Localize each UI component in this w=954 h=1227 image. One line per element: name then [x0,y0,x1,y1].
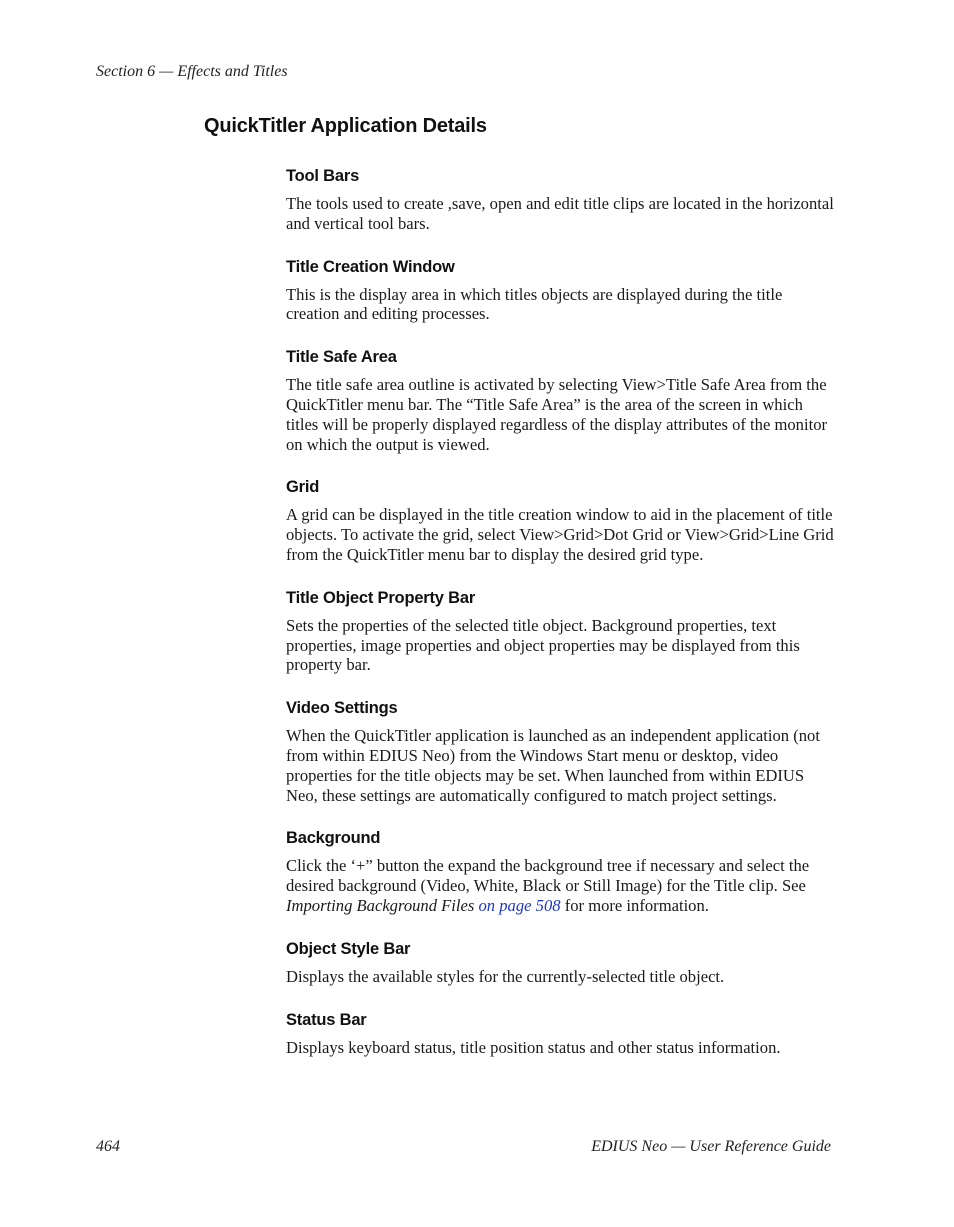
section-body: A grid can be displayed in the title creation window to aid in the placement of title objects. To activate the grid, select View>Grid>Dot Grid or View>Grid>Line Grid from the QuickTitler menu bar to display the desired grid type. [286,505,834,564]
page-title: QuickTitler Application Details [204,115,487,137]
running-header: Section 6 — Effects and Titles [96,63,288,80]
section-heading: Background [286,829,381,848]
section-body: Displays the available styles for the currently-selected title object. [286,966,725,986]
page-reference-link[interactable]: on page 508 [478,895,561,915]
section-body: Sets the properties of the selected title object. Background properties, text properties, image properties and object properties may be displayed from this property bar. [286,615,800,675]
section-body: The tools used to create ,save, open and edit title clips are located in the horizontal and vertical tool bars. [286,194,834,233]
section-title-safe-area [286,347,834,454]
section-heading: Tool Bars [286,167,360,185]
section-title-creation-window [286,257,834,325]
cross-reference-title: Importing Background Files [286,895,475,915]
section-heading: Title Safe Area [286,348,397,367]
section-title-object-property-bar [286,588,834,675]
body-text: for more information. [560,895,709,915]
section-tool-bars [286,166,834,234]
section-heading: Status Bar [286,1010,367,1029]
section-background [286,828,834,915]
body-text: Click the ‘+” button the expand the background tree if necessary and select the desired background (Video, White, Black or Still Image) for the Title clip. See [286,856,810,896]
section-object-style-bar [286,939,834,987]
section-heading: Title Creation Window [286,257,455,276]
section-video-settings [286,698,834,805]
section-body: Displays keyboard status, title position status and other status information. [286,1037,781,1057]
section-body [286,856,834,915]
section-body: When the QuickTitler application is launched as an independent application (not from within EDIUS Neo) from the Windows Start menu or desktop, video properties for the title objects may be set. When launched from within EDIUS Neo, these settings are automatically configured to match project settings. [286,726,820,805]
section-heading: Object Style Bar [286,939,411,958]
section-heading: Video Settings [286,699,398,718]
section-grid [286,477,834,564]
page-number: 464 [96,1138,120,1155]
guide-title: EDIUS Neo — User Reference Guide [591,1138,831,1155]
section-body: This is the display area in which titles objects are displayed during the title creation and editing processes. [286,284,783,324]
section-body: The title safe area outline is activated by selecting View>Title Safe Area from the QuickTitler menu bar. The “Title Safe Area” is the area of the screen in which titles will be properly displayed regardless of the display attributes of the monitor on which the output is viewed. [286,375,828,454]
section-status-bar [286,1010,834,1058]
section-heading: Grid [286,478,320,497]
section-list [286,166,834,1057]
section-heading: Title Object Property Bar [286,588,476,607]
